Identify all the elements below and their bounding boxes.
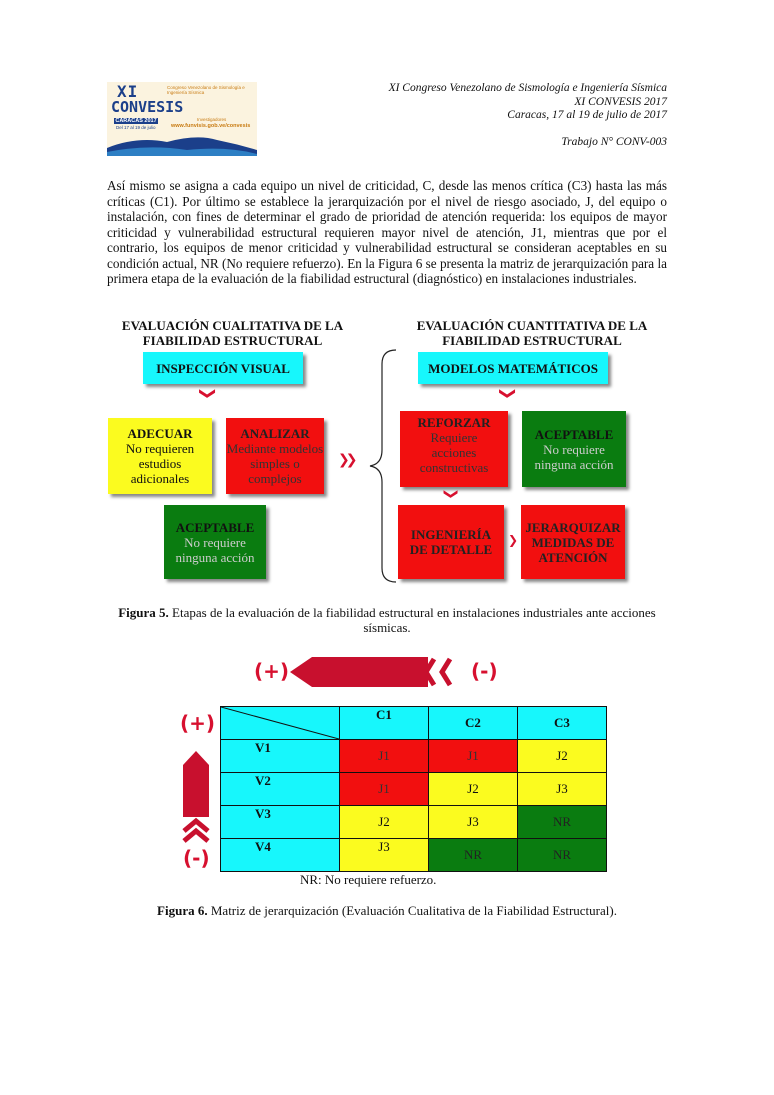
reforzar-text: Requiere acciones constructivas (419, 430, 489, 475)
figure6-label: Figura 6. (157, 903, 208, 918)
header-line3: Caracas, 17 al 19 de julio de 2017 (507, 109, 667, 121)
modelos-matematicos-box (418, 352, 608, 384)
matrix-row (221, 773, 607, 806)
matrix-cell: NR (518, 839, 607, 872)
logo-line1: XI (117, 82, 139, 101)
right-chevron-icon: ❯ (508, 533, 519, 547)
paper-reference: Trabajo N° CONV-003 (561, 136, 667, 148)
row-header-v3: V3 (221, 806, 340, 839)
aceptable-right-heading: ACEPTABLE (534, 426, 614, 442)
figure6-caption (107, 903, 667, 918)
curly-brace-icon (366, 348, 402, 584)
down-chevron-icon: ❯ (442, 488, 459, 500)
adecuar-box (108, 418, 212, 494)
left-arrow-icon (288, 655, 458, 689)
matrix-cell: NR (518, 806, 607, 839)
matrix-corner-cell (221, 707, 340, 740)
matrix-note: NR: No requiere refuerzo. (300, 872, 437, 887)
matrix-cell: J2 (340, 806, 429, 839)
figure6-text: Matriz de jerarquización (Evaluación Cualitativa de la Fiabilidad Estructural). (210, 903, 617, 918)
adecuar-text: No requieren estudios adicionales (125, 441, 195, 486)
analizar-box (226, 418, 324, 494)
body-paragraph: Así mismo se asigna a cada equipo un nivel de criticidad, C, desde las menos crítica (C3) hasta las más críticas (C1). Por último se establece la jerarquización por el nivel de riesgo asociado, J, del equipo o instalación, con fines de determinar el grado de prioridad de atención requerida: los equipos de mayor criticidad y vulnerabilidad estructural requieren mayor nivel de atención, J1, mientras que por el contrario, los equipos de menor criticidad y vulnerabilidad estructural se consideran aceptables en su condición actual, NR (No requiere refuerzo). En la Figura 6 se presenta la matriz de jerarquización para la primera etapa de la evaluación de la fiabilidad estructural (diagnóstico) en instalaciones industriales. (107, 178, 667, 286)
matrix-cell: J3 (518, 773, 607, 806)
figure5-caption (107, 605, 667, 635)
jerarquizar-label: JERARQUIZAR MEDIDAS DE ATENCIÓN (525, 519, 621, 565)
hierarchy-matrix (220, 706, 607, 872)
minus-label: (-) (183, 846, 210, 870)
matrix-cell: J3 (340, 839, 429, 872)
analizar-heading: ANALIZAR (240, 426, 310, 441)
matrix-cell: J3 (429, 806, 518, 839)
logo-dates: Del 17 al 19 de julio (116, 125, 156, 130)
mountain-graphic (107, 132, 257, 156)
row-header-v2: V2 (221, 773, 340, 806)
diagonal-divider (221, 707, 339, 739)
col-header-c3: C3 (518, 707, 607, 740)
col-header-c1: C1 (340, 707, 429, 740)
up-arrow-icon (181, 747, 211, 843)
aceptable-right-text: No requiere ninguna acción (534, 441, 614, 472)
logo-invite: Investigadores (197, 117, 227, 122)
down-chevron-icon: ❯ (499, 386, 519, 401)
header-line2: XI CONVESIS 2017 (574, 95, 667, 108)
header-line1: XI Congreso Venezolano de Sismología e Ingeniería Sísmica (388, 82, 667, 94)
matrix-cell: J2 (518, 740, 607, 773)
jerarquizar-box (521, 505, 625, 579)
matrix-cell: NR (429, 839, 518, 872)
aceptable-left-heading: ACEPTABLE (175, 519, 255, 535)
logo-tagline: Congreso Venezolano de Sismología e Ingeniería Sísmica (167, 85, 245, 95)
minus-label: (-) (471, 659, 498, 683)
matrix-cell: J1 (340, 773, 429, 806)
matrix-cell: J1 (340, 740, 429, 773)
right-chevrons-icon: ❯❯ (338, 452, 354, 468)
plus-label: (+) (254, 659, 290, 683)
matrix-row (221, 806, 607, 839)
analizar-text: Mediante modelos simples o complejos (226, 441, 324, 486)
plus-label: (+) (180, 711, 216, 735)
matrix-header-row (221, 707, 607, 740)
matrix-cell: J2 (429, 773, 518, 806)
ingenieria-detalle-box (398, 505, 504, 579)
figure5-text: Etapas de la evaluación de la fiabilidad estructural en instalaciones industriales ante acciones sísmicas. (172, 605, 656, 635)
down-chevron-icon: ❯ (199, 386, 219, 401)
inspeccion-label: INSPECCIÓN VISUAL (156, 360, 290, 376)
modelos-label: MODELOS MATEMÁTICOS (428, 360, 598, 376)
row-header-v4: V4 (221, 839, 340, 872)
row-header-v1: V1 (221, 740, 340, 773)
col-header-c2: C2 (429, 707, 518, 740)
running-header (389, 82, 667, 123)
conference-logo (107, 82, 257, 156)
logo-url: www.funvisis.gob.ve/convesis (171, 123, 251, 129)
matrix-cell: J1 (429, 740, 518, 773)
reforzar-box (400, 411, 508, 487)
qualitative-title: EVALUACIÓN CUALITATIVA DE LA FIABILIDAD ESTRUCTURAL (121, 318, 344, 348)
matrix-row (221, 839, 607, 872)
aceptable-left-box (164, 505, 266, 579)
matrix-row (221, 740, 607, 773)
aceptable-right-box (522, 411, 626, 487)
adecuar-heading: ADECUAR (127, 426, 193, 441)
reforzar-heading: REFORZAR (417, 415, 491, 430)
aceptable-left-text: No requiere ninguna acción (175, 534, 255, 565)
figure5-label: Figura 5. (118, 605, 169, 620)
ingenieria-label: INGENIERÍA DE DETALLE (409, 527, 493, 557)
logo-place: CARACAS 2017 (115, 118, 157, 124)
logo-line2: CONVESIS (111, 98, 184, 116)
quantitative-title: EVALUACIÓN CUANTITATIVA DE LA FIABILIDAD ESTRUCTURAL (416, 318, 648, 348)
inspeccion-visual-box (143, 352, 303, 384)
